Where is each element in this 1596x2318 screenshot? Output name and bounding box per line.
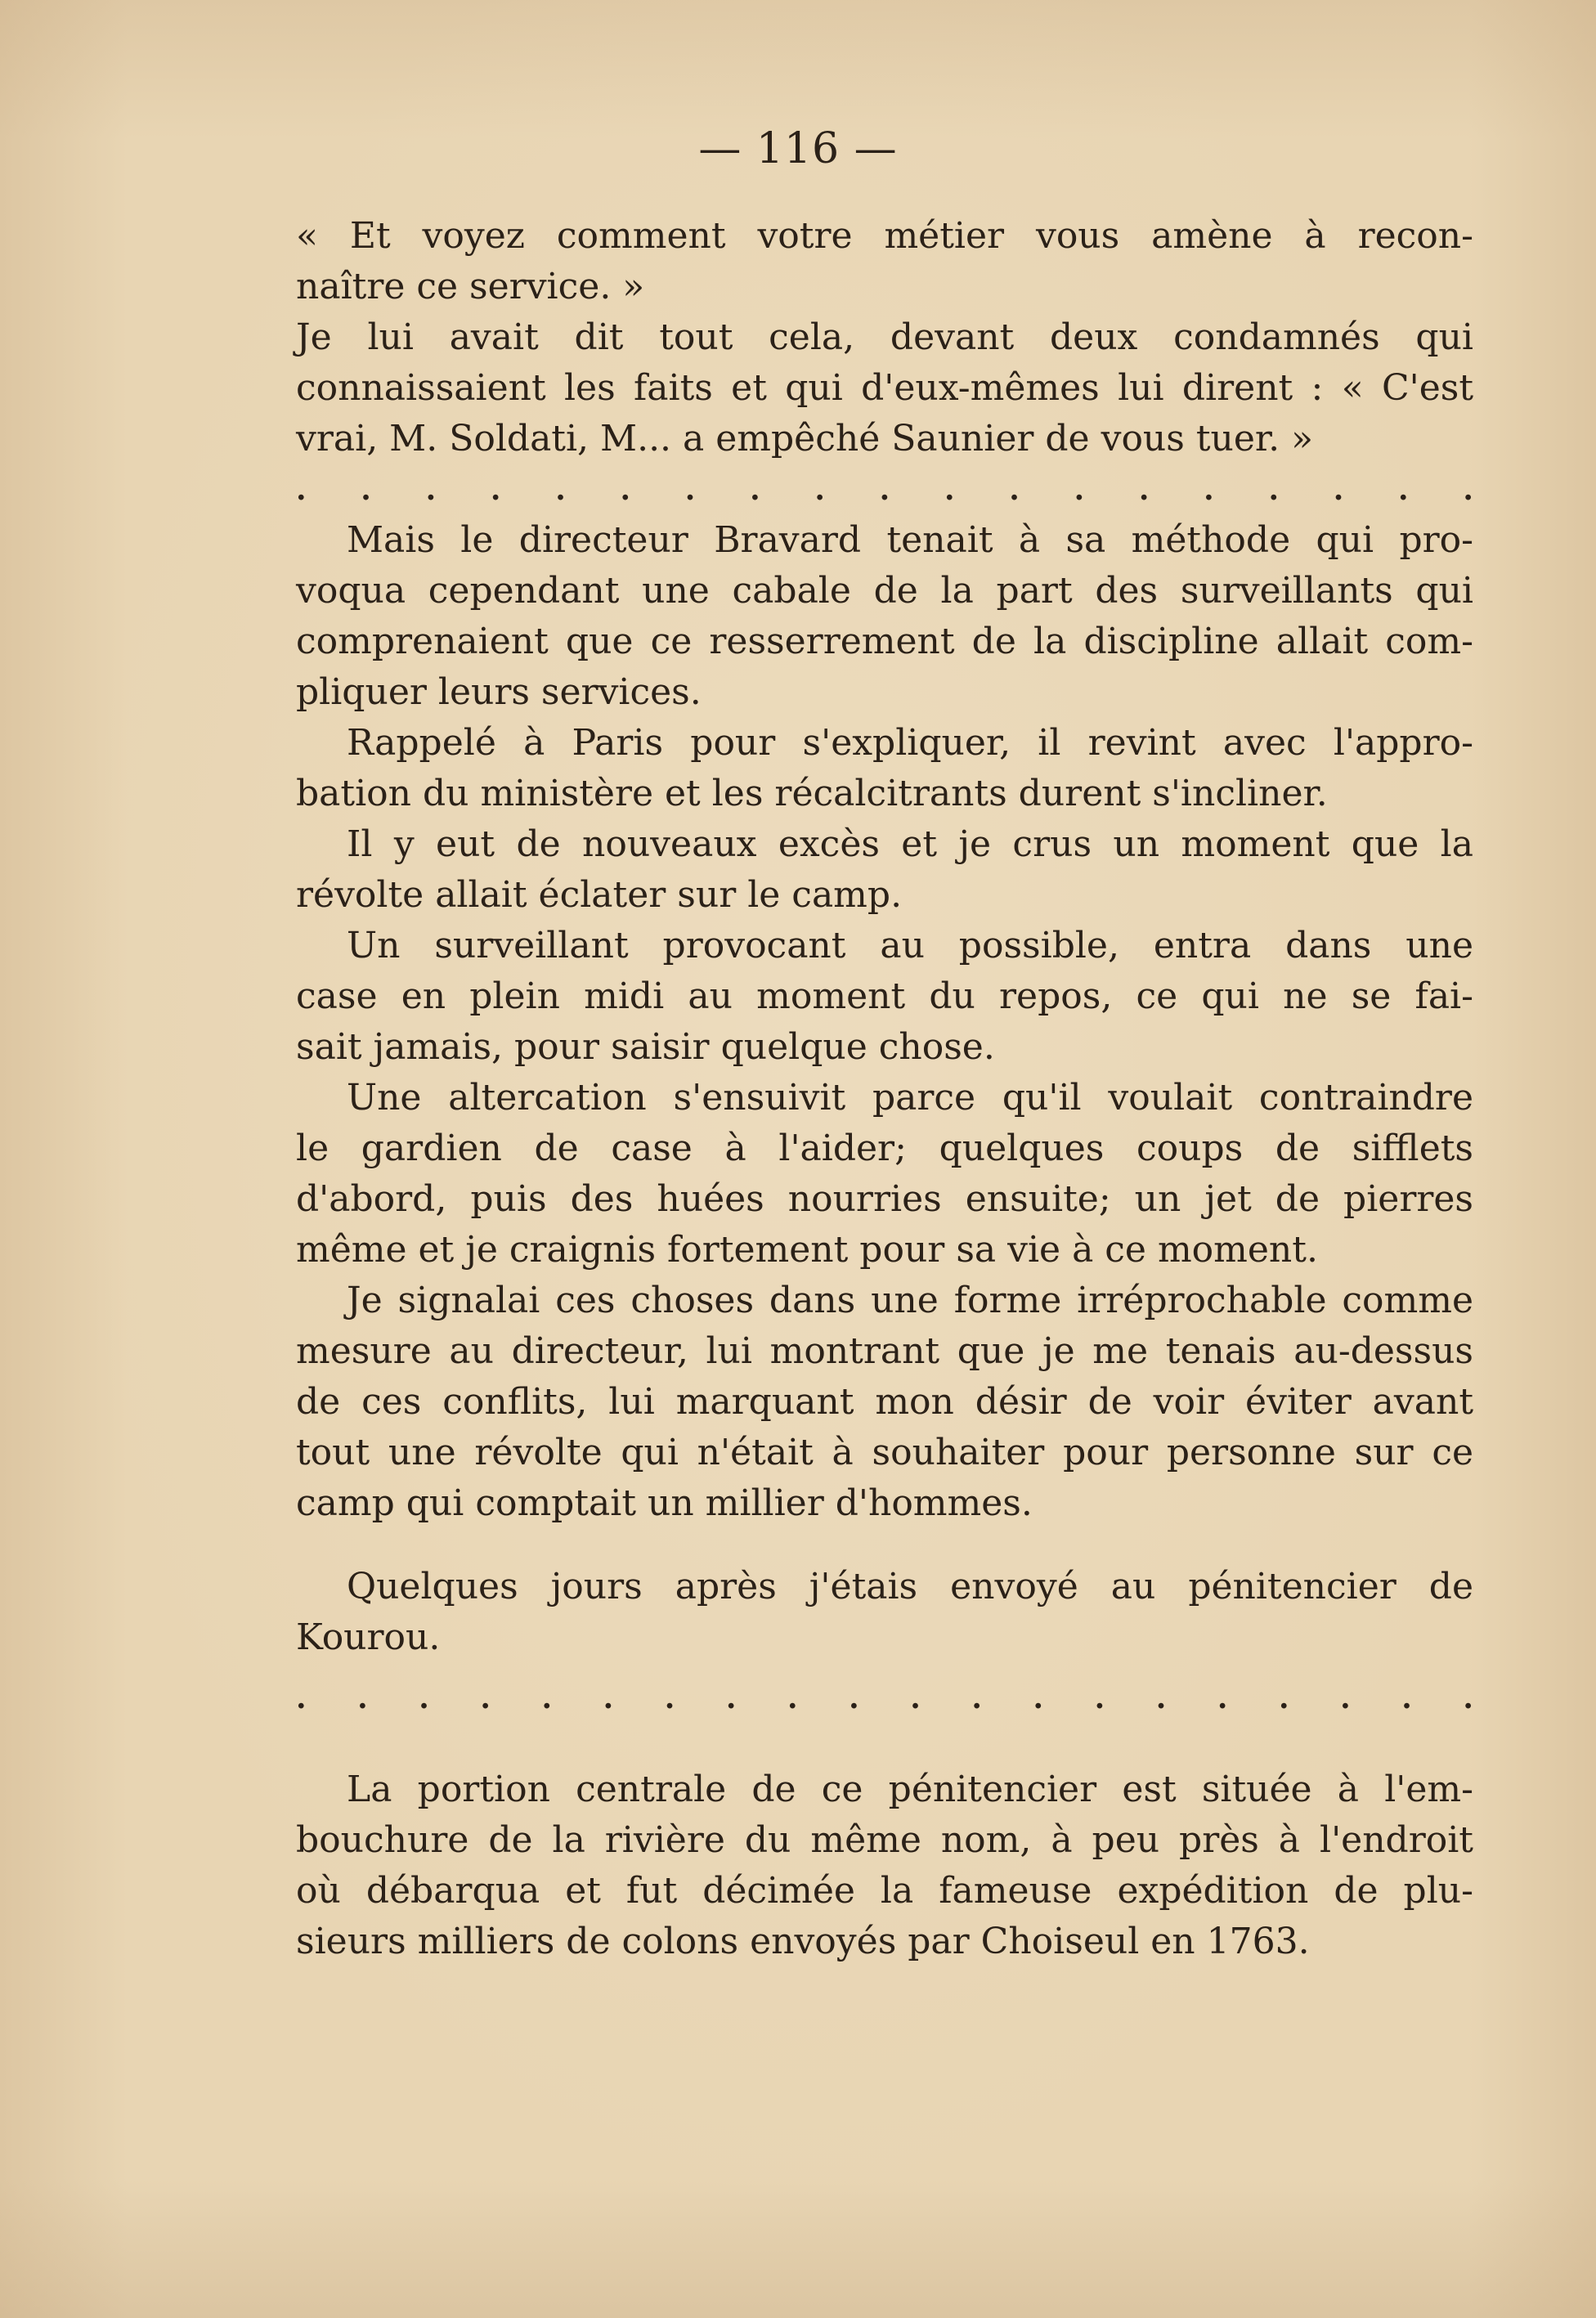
text-line: Une altercation s'ensuivit parce qu'il voulait contraindre — [347, 1077, 1473, 1119]
text-line: sieurs milliers de colons envoyés par Choiseul en 1763. — [296, 1921, 1310, 1962]
text-line: mesure au directeur, lui montrant que je me tenais au-dessus — [296, 1330, 1473, 1372]
paragraph-gap — [296, 1529, 1473, 1562]
text-line: Rappelé à Paris pour s'expliquer, il revint avec l'appro- — [347, 722, 1473, 764]
text-line: de ces conflits, lui marquant mon désir de voir éviter avant — [296, 1381, 1473, 1423]
text-line: voqua cependant une cabale de la part des surveillants qui — [296, 570, 1473, 612]
text-line: Quelques jours après j'étais envoyé au pénitencier de — [347, 1566, 1473, 1607]
text-line: comprenaient que ce resserrement de la discipline allait com- — [296, 621, 1473, 662]
text-line: Je signalai ces choses dans une forme irréprochable comme — [347, 1280, 1473, 1321]
page-body — [296, 211, 1473, 1967]
text-line: Il y eut de nouveaux excès et je crus un moment que la — [347, 823, 1473, 865]
text-line: La portion centrale de ce pénitencier est située à l'em- — [347, 1769, 1473, 1810]
text-line: Kourou. — [296, 1616, 441, 1658]
text-line: Je lui avait dit tout cela, devant deux condamnés qui — [296, 316, 1473, 358]
page-number: — 116 — — [698, 124, 898, 173]
text-line: pliquer leurs services. — [296, 671, 702, 713]
text-line: bation du ministère et les récalcitrants durent s'incliner. — [296, 773, 1328, 814]
text-line: connaissaient les faits et qui d'eux-mêmes lui dirent : « C'est — [296, 367, 1473, 409]
text-line: sait jamais, pour saisir quelque chose. — [296, 1026, 995, 1068]
text-line: camp qui comptait un millier d'hommes. — [296, 1482, 1033, 1524]
text-line: tout une révolte qui n'était à souhaiter pour personne sur ce — [296, 1432, 1473, 1473]
text-line: vrai, M. Soldati, M... a empêché Saunier de vous tuer. » — [296, 418, 1313, 460]
ellipsis-divider: . . . . . . . . . . . . . . . . . . . — [296, 473, 1473, 507]
text-line: Un surveillant provocant au possible, entra dans une — [347, 925, 1473, 966]
section-gap — [296, 1724, 1473, 1764]
text-line: bouchure de la rivière du même nom, à peu près à l'endroit — [296, 1819, 1473, 1861]
text-line: même et je craignis fortement pour sa vie à ce moment. — [296, 1229, 1318, 1271]
text-line: d'abord, puis des huées nourries ensuite; un jet de pierres — [296, 1178, 1473, 1220]
text-line: « Et voyez comment votre métier vous amène à recon- — [296, 215, 1473, 257]
text-line: le gardien de case à l'aider; quelques coups de sifflets — [296, 1128, 1473, 1169]
text-line: où débarqua et fut décimée la fameuse expédition de plu- — [296, 1870, 1473, 1912]
text-line: révolte allait éclater sur le camp. — [296, 874, 903, 916]
ellipsis-divider: . . . . . . . . . . . . . . . . . . . . — [296, 1681, 1473, 1715]
text-line: case en plein midi au moment du repos, ce qui ne se fai- — [296, 975, 1473, 1017]
text-line: Mais le directeur Bravard tenait à sa méthode qui pro- — [347, 519, 1473, 561]
text-line: naître ce service. » — [296, 266, 645, 307]
